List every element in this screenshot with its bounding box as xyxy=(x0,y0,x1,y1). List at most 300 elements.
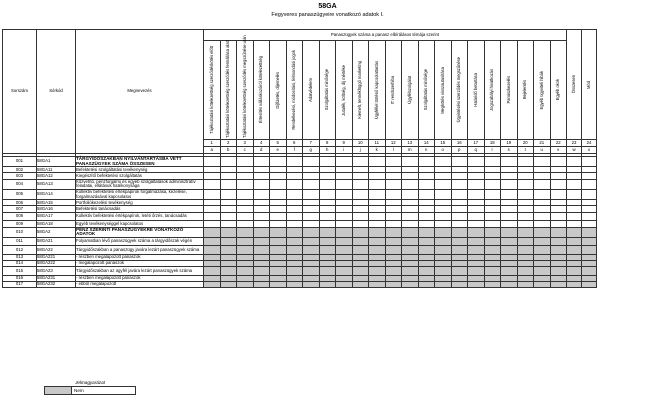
column-label: Tájékoztatási kötelezettség szerződéskötés előtt xyxy=(208,46,214,134)
data-cell xyxy=(501,179,518,189)
data-cell xyxy=(237,179,254,189)
data-cell xyxy=(352,157,369,167)
column-header xyxy=(369,41,386,140)
data-cell xyxy=(418,157,435,167)
data-cell xyxy=(517,267,534,276)
data-cell xyxy=(451,246,468,255)
data-cell xyxy=(385,157,402,167)
data-cell xyxy=(369,157,386,167)
data-cell xyxy=(385,212,402,221)
data-cell xyxy=(253,179,270,189)
column-letter: r xyxy=(484,147,501,154)
data-cell xyxy=(484,267,501,276)
table-row xyxy=(3,237,597,246)
column-header xyxy=(418,41,435,140)
data-cell xyxy=(484,189,501,199)
data-cell xyxy=(319,157,336,167)
column-letter: c xyxy=(237,147,254,154)
data-cell xyxy=(237,282,254,288)
data-cell xyxy=(468,282,485,288)
data-cell xyxy=(270,157,287,167)
data-cell xyxy=(402,246,419,255)
document-subtitle: Fegyveres panaszügyeire vonatkozó adatok I. xyxy=(271,12,384,18)
data-cell xyxy=(402,157,419,167)
column-number: 23 xyxy=(567,140,582,147)
column-header xyxy=(237,35,254,140)
row-code: 58GA14 xyxy=(37,189,76,199)
row-code: 58GA11 xyxy=(37,167,76,173)
column-header xyxy=(534,41,551,140)
data-cell xyxy=(418,227,435,237)
data-cell xyxy=(402,189,419,199)
data-cell xyxy=(286,157,303,167)
column-label: Tájékoztatási kötelezettség szerződés megszűnése után xyxy=(241,35,247,138)
row-code: 58GA17 xyxy=(37,212,76,221)
data-cell xyxy=(253,157,270,167)
data-cell xyxy=(517,246,534,255)
row-label: - részben megalapozott panaszok xyxy=(76,275,204,281)
data-cell xyxy=(501,212,518,221)
data-cell xyxy=(435,157,452,167)
column-letter: g xyxy=(303,147,320,154)
column-label: Ügyféllel történő kapcsolattartás xyxy=(373,60,379,120)
row-number: 006 xyxy=(3,200,37,206)
column-letter: i xyxy=(336,147,353,154)
data-cell xyxy=(237,267,254,276)
data-cell xyxy=(534,189,551,199)
column-letter: w xyxy=(567,147,582,154)
row-code: 58GA2 xyxy=(37,227,76,237)
row-number: 007 xyxy=(3,206,37,212)
column-label: Szolgáltatás minősége xyxy=(324,69,330,111)
row-label: - megalapozott panaszok xyxy=(76,261,204,267)
column-number: 2 xyxy=(220,140,237,147)
row-code: 58GA12 xyxy=(37,173,76,179)
data-cell xyxy=(369,189,386,199)
data-cell xyxy=(402,282,419,288)
data-cell xyxy=(336,179,353,189)
data-cell xyxy=(369,246,386,255)
data-cell xyxy=(336,227,353,237)
data-cell xyxy=(270,212,287,221)
column-label: Adatvédelem xyxy=(307,78,313,102)
column-header xyxy=(385,41,402,140)
row-label: Kiegészítő befektetési szolgáltatás xyxy=(76,173,204,179)
row-number: 010 xyxy=(3,227,37,237)
data-cell xyxy=(237,227,254,237)
data-cell xyxy=(237,189,254,199)
column-label: Panaszkezelés xyxy=(505,76,511,104)
column-label: Díjfizetés, díjemelés xyxy=(274,71,280,109)
column-label: Ügyintézési szerződés megszűnése xyxy=(456,57,462,123)
data-cell xyxy=(550,212,567,221)
data-cell xyxy=(567,157,582,167)
data-cell xyxy=(468,157,485,167)
data-cell xyxy=(402,179,419,189)
data-cell xyxy=(534,157,551,167)
column-number: 1 xyxy=(204,140,221,147)
data-cell xyxy=(352,189,369,199)
column-letter: x xyxy=(582,147,597,154)
row-number: 003 xyxy=(3,173,37,179)
data-cell xyxy=(501,237,518,246)
column-header xyxy=(501,41,518,140)
row-code: 58GA18 xyxy=(37,221,76,227)
row-code: 58GA232 xyxy=(37,282,76,288)
data-cell xyxy=(501,267,518,276)
data-cell xyxy=(517,189,534,199)
data-cell xyxy=(385,282,402,288)
table-row xyxy=(3,179,597,189)
data-cell xyxy=(237,246,254,255)
column-letter: p xyxy=(451,147,468,154)
column-letter: l xyxy=(385,147,402,154)
data-cell xyxy=(501,189,518,199)
data-cell xyxy=(286,227,303,237)
data-cell xyxy=(567,237,582,246)
data-cell xyxy=(402,267,419,276)
table-row xyxy=(3,189,597,199)
data-cell xyxy=(303,227,320,237)
data-cell xyxy=(550,157,567,167)
data-cell xyxy=(517,212,534,221)
data-cell xyxy=(534,237,551,246)
data-cell xyxy=(369,267,386,276)
data-cell xyxy=(204,246,221,255)
row-label: Folyamatban lévő panaszügyek száma a tárgyidőszak végén xyxy=(76,237,204,246)
data-cell xyxy=(369,212,386,221)
row-label: Közvetítő, pénzforgalmi és egyéb szolgáltatások adminisztratív feladatai, ellátásuk hatékonysága xyxy=(76,179,204,189)
data-cell xyxy=(385,237,402,246)
data-cell xyxy=(336,189,353,199)
data-cell xyxy=(550,267,567,276)
sorkod-header: Sórkód xyxy=(37,30,76,154)
column-label: Ügyfélszolgálat xyxy=(406,76,412,104)
data-cell xyxy=(352,237,369,246)
row-label: - ebből megalapozott xyxy=(76,282,204,288)
legend-grey-swatch xyxy=(45,387,72,395)
data-cell xyxy=(336,157,353,167)
column-header xyxy=(550,41,567,140)
column-number: 12 xyxy=(385,140,402,147)
column-label: Rendelkezési, módosítási, felmondási jogok xyxy=(291,50,297,130)
data-cell xyxy=(550,227,567,237)
column-header xyxy=(336,41,353,140)
column-letter: s xyxy=(501,147,518,154)
data-cell xyxy=(303,212,320,221)
row-label: Tárgyidőszakban a panaszügy javára lezárt panaszügyek száma xyxy=(76,246,204,255)
data-cell xyxy=(435,189,452,199)
data-cell xyxy=(582,189,597,199)
data-cell xyxy=(582,282,597,288)
row-code: 58GA23 xyxy=(37,267,76,276)
column-letter: m xyxy=(402,147,419,154)
data-cell xyxy=(582,157,597,167)
column-letter: j xyxy=(352,147,369,154)
row-code: 58GA15 xyxy=(37,200,76,206)
row-number: 004 xyxy=(3,179,37,189)
data-cell xyxy=(336,267,353,276)
column-number: 20 xyxy=(517,140,534,147)
data-cell xyxy=(385,189,402,199)
data-cell xyxy=(418,212,435,221)
row-code: 58GA13 xyxy=(37,179,76,189)
column-header xyxy=(468,41,485,140)
data-cell xyxy=(220,267,237,276)
data-cell xyxy=(451,237,468,246)
row-code: 58GA221 xyxy=(37,254,76,260)
data-cell xyxy=(385,179,402,189)
data-cell xyxy=(204,179,221,189)
data-cell xyxy=(352,246,369,255)
column-letter: a xyxy=(204,147,221,154)
column-letter: t xyxy=(517,147,534,154)
column-number: 11 xyxy=(369,140,386,147)
data-cell xyxy=(220,179,237,189)
data-cell xyxy=(534,282,551,288)
data-cell xyxy=(369,227,386,237)
table-row xyxy=(3,227,597,237)
data-cell xyxy=(286,212,303,221)
column-number: 7 xyxy=(303,140,320,147)
table-row xyxy=(3,246,597,255)
data-cell xyxy=(534,212,551,221)
data-cell xyxy=(501,227,518,237)
row-label: Portfoliókezelési tevékenység xyxy=(76,200,204,206)
data-cell xyxy=(567,267,582,276)
data-cell xyxy=(550,179,567,189)
row-label: Tárgyidőszakban az ügyfél javára lezárt panaszügyek száma xyxy=(76,267,204,276)
data-cell xyxy=(582,237,597,246)
column-number: 21 xyxy=(534,140,551,147)
data-cell xyxy=(418,237,435,246)
column-label: Egyéb ügyviteli hibák xyxy=(538,70,544,110)
data-cell xyxy=(567,227,582,237)
column-number: 15 xyxy=(435,140,452,147)
group-header: Panaszügyek száma a panasz elbírálásos témája szerint xyxy=(204,30,567,41)
data-cell xyxy=(534,227,551,237)
data-cell xyxy=(253,267,270,276)
row-number: 001 xyxy=(3,157,37,167)
data-cell xyxy=(352,179,369,189)
data-cell xyxy=(369,179,386,189)
legend-box xyxy=(44,379,136,395)
data-cell xyxy=(501,157,518,167)
data-cell xyxy=(204,267,221,276)
column-letter: o xyxy=(435,147,452,154)
row-number: 017 xyxy=(3,282,37,288)
row-label: TÁRGYIDŐSZAKBAN NYILVÁNTARTÁSBA VETT PANASZÜGYEK SZÁMA ÖSSZESEN xyxy=(76,157,204,167)
data-cell xyxy=(286,189,303,199)
data-cell xyxy=(237,212,254,221)
column-letter: q xyxy=(468,147,485,154)
data-cell xyxy=(303,267,320,276)
column-header xyxy=(286,41,303,140)
row-number: 012 xyxy=(3,246,37,255)
data-cell xyxy=(204,189,221,199)
data-cell xyxy=(418,179,435,189)
column-header xyxy=(270,41,287,140)
table-row xyxy=(3,267,597,276)
data-cell xyxy=(369,282,386,288)
column-header xyxy=(204,41,221,140)
data-cell xyxy=(270,246,287,255)
column-number: 17 xyxy=(468,140,485,147)
data-cell xyxy=(435,246,452,255)
data-cell xyxy=(501,246,518,255)
data-cell xyxy=(451,267,468,276)
data-cell xyxy=(550,246,567,255)
row-label: Befektetési szolgáltatási tevékenység xyxy=(76,167,204,173)
data-cell xyxy=(418,267,435,276)
row-code: 58GA222 xyxy=(37,261,76,267)
data-cell xyxy=(253,212,270,221)
table-row xyxy=(3,212,597,221)
column-letter: k xyxy=(369,147,386,154)
sorszam-header: Sorszám xyxy=(3,30,37,154)
row-label: Kollektív befektetési értékpapírok, letéti őrzés, tanácsadás xyxy=(76,212,204,221)
data-cell xyxy=(402,227,419,237)
data-cell xyxy=(336,246,353,255)
data-cell xyxy=(237,237,254,246)
data-cell xyxy=(567,282,582,288)
column-letter: u xyxy=(534,147,551,154)
data-cell xyxy=(451,157,468,167)
column-label: Kiemelt, termékfüggő marketing xyxy=(357,61,363,119)
data-cell xyxy=(220,157,237,167)
data-cell xyxy=(435,227,452,237)
column-number: 24 xyxy=(582,140,597,147)
data-cell xyxy=(204,237,221,246)
column-header-total xyxy=(567,30,582,140)
column-letter: e xyxy=(270,147,287,154)
row-label: Befektetési tanácsadás xyxy=(76,206,204,212)
data-cell xyxy=(319,237,336,246)
data-cell xyxy=(484,179,501,189)
data-cell xyxy=(468,189,485,199)
column-header-mod xyxy=(582,30,597,140)
column-label: IT rendszerhiba xyxy=(390,75,396,105)
column-header xyxy=(253,41,270,140)
data-cell xyxy=(319,189,336,199)
column-number: 8 xyxy=(319,140,336,147)
column-label: Határidő betartása xyxy=(472,73,478,107)
row-number: 009 xyxy=(3,221,37,227)
data-cell xyxy=(336,282,353,288)
data-cell xyxy=(220,212,237,221)
data-cell xyxy=(253,189,270,199)
data-cell xyxy=(385,227,402,237)
data-cell xyxy=(352,267,369,276)
data-cell xyxy=(468,179,485,189)
column-header xyxy=(220,41,237,140)
row-code: 58GA16 xyxy=(37,206,76,212)
data-cell xyxy=(567,179,582,189)
data-cell xyxy=(220,237,237,246)
row-code: 58GA21 xyxy=(37,237,76,246)
data-cell xyxy=(204,227,221,237)
legend-swatch-label: Nem xyxy=(72,387,136,395)
data-cell xyxy=(484,282,501,288)
data-cell xyxy=(517,179,534,189)
data-cell xyxy=(582,267,597,276)
column-label: Egyéb okok xyxy=(555,79,561,101)
data-cell xyxy=(501,282,518,288)
data-cell xyxy=(534,267,551,276)
data-cell xyxy=(253,227,270,237)
column-number: 4 xyxy=(253,140,270,147)
data-cell xyxy=(451,227,468,237)
column-number: 19 xyxy=(501,140,518,147)
data-cell xyxy=(517,157,534,167)
data-cell xyxy=(319,212,336,221)
data-cell xyxy=(286,237,303,246)
column-label: Szolgáltatás minősége xyxy=(423,69,429,111)
column-header xyxy=(352,41,369,140)
data-cell xyxy=(468,212,485,221)
column-label: Jutalék, költség, díj mértéke xyxy=(340,64,346,116)
data-cell xyxy=(582,227,597,237)
document-title: 58GA xyxy=(318,3,337,10)
data-cell xyxy=(435,237,452,246)
data-cell xyxy=(303,282,320,288)
data-cell xyxy=(517,237,534,246)
data-cell xyxy=(468,267,485,276)
column-header xyxy=(402,41,419,140)
column-header xyxy=(435,41,452,140)
data-cell xyxy=(402,237,419,246)
data-cell xyxy=(352,212,369,221)
column-label: Jogszabályi hivatkozás xyxy=(489,69,495,111)
column-label: Értesítés válláskozóiról kötelezettség xyxy=(258,56,264,124)
column-number: 6 xyxy=(286,140,303,147)
column-letter: h xyxy=(319,147,336,154)
column-number: 5 xyxy=(270,140,287,147)
column-label: Mód xyxy=(585,80,591,89)
column-letter: v xyxy=(550,147,567,154)
data-cell xyxy=(286,282,303,288)
data-cell xyxy=(567,189,582,199)
data-cell xyxy=(270,189,287,199)
row-number: 008 xyxy=(3,212,37,221)
data-cell xyxy=(418,282,435,288)
row-label: PÉNZ SZERINTI PANASZÜGYEKRE VONATKOZÓ ADATOK xyxy=(76,227,204,237)
data-cell xyxy=(385,267,402,276)
data-cell xyxy=(270,227,287,237)
data-cell xyxy=(484,237,501,246)
data-cell xyxy=(336,237,353,246)
data-cell xyxy=(319,246,336,255)
column-header xyxy=(303,41,320,140)
row-code: 58GA1 xyxy=(37,157,76,167)
table-row xyxy=(3,157,597,167)
data-cell xyxy=(402,212,419,221)
data-cell xyxy=(352,282,369,288)
data-cell xyxy=(582,212,597,221)
row-label: - részben megalapozott panaszok xyxy=(76,254,204,260)
data-cell xyxy=(319,227,336,237)
data-cell xyxy=(468,227,485,237)
data-cell xyxy=(435,282,452,288)
data-cell xyxy=(253,237,270,246)
data-cell xyxy=(582,179,597,189)
column-label: Összesen xyxy=(570,75,576,94)
data-cell xyxy=(517,282,534,288)
row-code: 58GA231 xyxy=(37,275,76,281)
column-header xyxy=(484,41,501,140)
data-cell xyxy=(253,282,270,288)
data-cell xyxy=(319,179,336,189)
